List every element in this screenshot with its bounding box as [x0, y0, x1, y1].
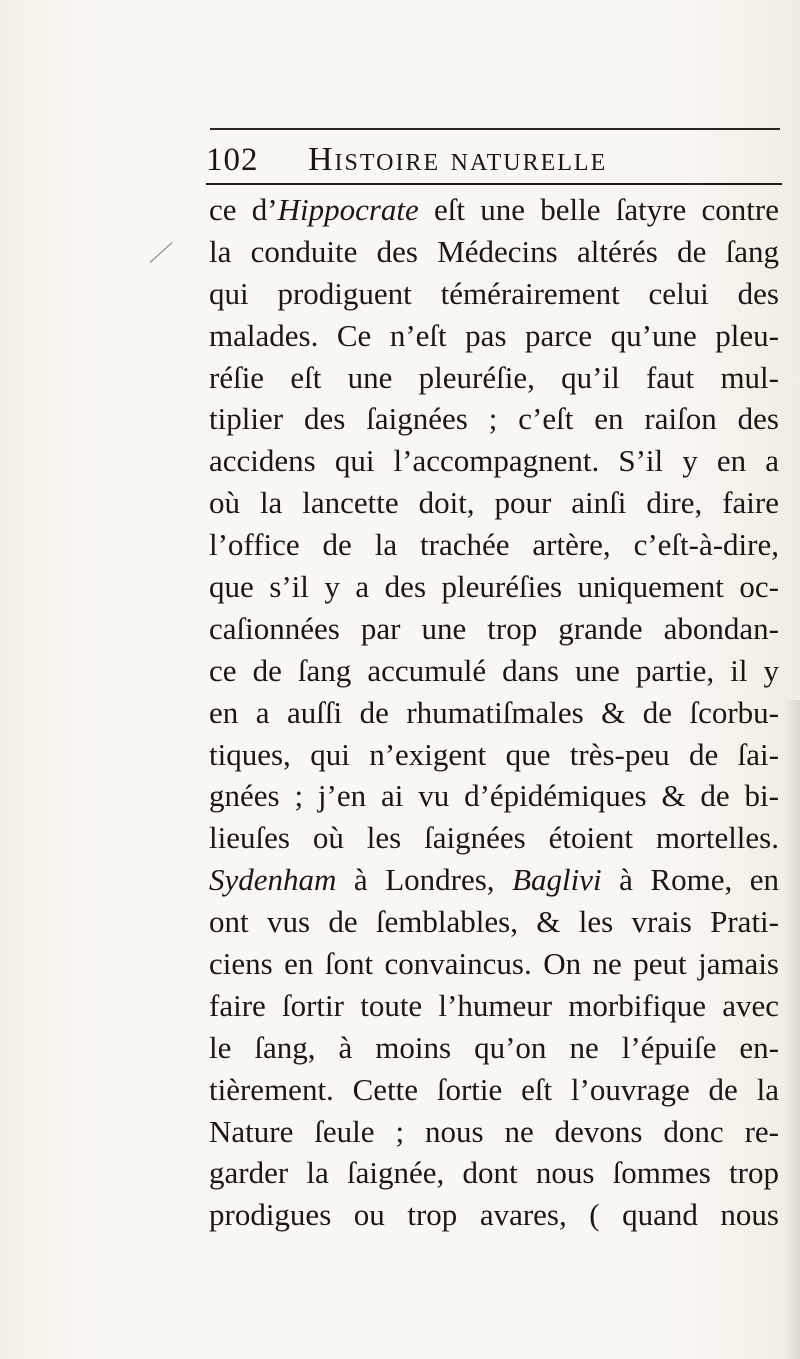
text-line: ce de ſang accumulé dans une partie, il y: [209, 652, 779, 688]
text-line: faire ſortir toute l’humeur morbifique avec: [209, 987, 779, 1023]
text-line: tiplier des ſaignées ; c’eſt en raiſon des: [209, 401, 779, 437]
text-line: ciens en ſont convaincus. On ne peut jamais: [209, 946, 779, 982]
page-header: [206, 138, 786, 182]
text-line: prodigues ou trop avares, ( quand nous: [209, 1197, 779, 1233]
top-rule: [210, 128, 780, 130]
margin-pen-mark: [150, 242, 173, 263]
text-line: malades. Ce n’eſt pas parce qu’une pleu-: [209, 317, 779, 353]
text-line: réſie eſt une pleuréſie, qu’il faut mul-: [209, 359, 779, 395]
header-rule: [206, 183, 782, 185]
text-line: garder la ſaignée, dont nous ſommes trop: [209, 1155, 779, 1191]
text-line: le ſang, à moins qu’on ne l’épuiſe en-: [209, 1029, 779, 1065]
text-line: la conduite des Médecins altérés de ſang: [209, 233, 779, 269]
text-line: gnées ; j’en ai vu d’épidémiques & de bi-: [209, 778, 779, 814]
body-text: [209, 189, 779, 1236]
text-line: tiques, qui n’exigent que très-peu de ſai-: [209, 736, 779, 772]
text-line: accidens qui l’accompagnent. S’il y en a: [209, 443, 779, 479]
text-line: en a auſſi de rhumatiſmales & de ſcorbu-: [209, 694, 779, 730]
text-line: qui prodiguent témérairement celui des: [209, 275, 779, 311]
text-line: Sydenham à Londres, Baglivi à Rome, en: [209, 862, 779, 898]
text-line: ce d’Hippocrate eſt une belle ſatyre contre: [209, 192, 780, 227]
text-line: Nature ſeule ; nous ne devons donc re-: [209, 1113, 779, 1149]
page-number: 102: [206, 142, 259, 178]
text-line: caſionnées par une trop grande abondan-: [209, 610, 779, 646]
page-edge-shadow: [784, 700, 800, 1359]
text-line: tièrement. Cette ſortie eſt l’ouvrage de la: [209, 1071, 779, 1107]
text-line: où la lancette doit, pour ainſi dire, faire: [209, 485, 779, 521]
text-line: l’office de la trachée artère, c’eſt-à-dire,: [209, 527, 779, 563]
running-head: Histoire naturelle: [308, 141, 608, 178]
text-line: que s’il y a des pleuréſies uniquement oc-: [209, 569, 779, 605]
text-line: lieuſes où les ſaignées étoient mortelles.: [209, 820, 779, 856]
text-line: ont vus de ſemblables, & les vrais Prati-: [209, 904, 779, 940]
